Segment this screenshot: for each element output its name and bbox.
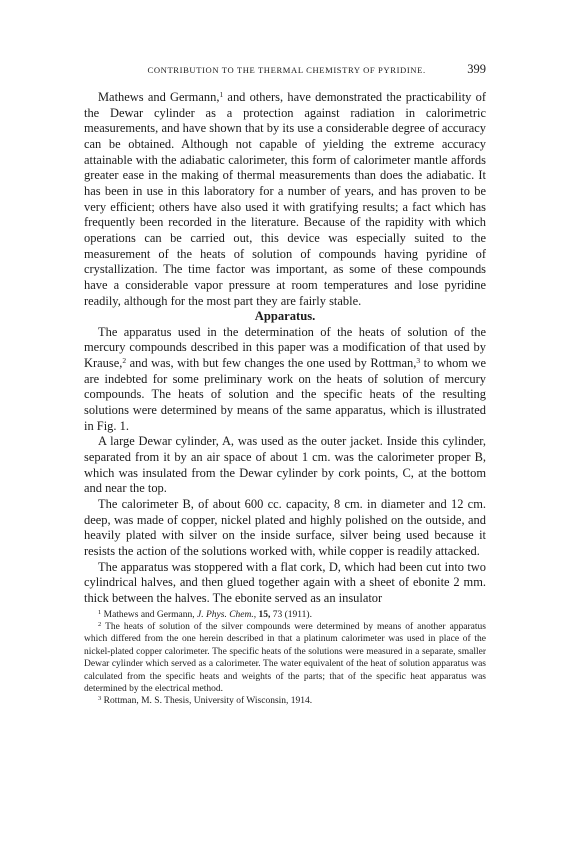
footnote-mark: 3 [98,695,102,703]
paragraph-apparatus-intro [84,325,486,435]
paragraph-text: The apparatus used in the determination of the heats of solution of the mercury compounds described in this paper was a modification of that used by Krause, [84,324,486,371]
footnote-text: The heats of solution of the silver compounds were determined by means of another apparatus which differed from the one herein described in that a platinum calorimeter was used in place of the nickel-plated copper calorimeter. The specific heats of the solutions were measured in a separate, smaller Dewar cylinder which served as a calorimeter. The water equivalent of the heat of solution apparatus was calculated from the specific heats and weights of the parts; that of the specific heat apparatus was determined by the electrical method. [84,622,486,695]
footnotes [84,609,486,708]
volume-number: 15, [256,609,271,620]
footnote-2 [84,621,486,695]
paragraph-text: to whom we are indebted for some preliminary work on the heats of solution of mercury compounds. The heats of solution and the specific heats of the resulting solutions were determined by means of the same apparatus, which is illustrated in Fig. 1. [84,356,487,433]
paragraph-cork-stopper: The apparatus was stoppered with a flat cork, D, which had been cut into two cylindrical halves, and then glued together again with a sheet of ebonite 2 mm. thick between the halves. The ebonite served as an insulator [84,559,486,605]
footnote-mark: 1 [98,608,102,616]
running-title: CONTRIBUTION TO THE THERMAL CHEMISTRY OF PYRIDINE. [147,65,426,75]
page-number: 399 [467,62,486,76]
paragraph-calorimeter: The calorimeter B, of about 600 cc. capacity, 8 cm. in diameter and 12 cm. deep, was made of copper, nickel plated and highly polished on the outside, and heavily plated with silver on the inside surface, silver being used because it resists the action of the solutions worked with, while copper is readily attacked. [84,497,486,558]
running-head [84,62,486,82]
footnote-reference-3: 3 [416,356,421,366]
paragraph-text: Mathews and Germann, [98,90,220,104]
footnote-text: Mathews and Germann, [101,609,198,620]
footnote-text: 73 (1911). [270,609,312,620]
paragraph-dewar-cylinder [84,90,486,309]
footnote-mark: 2 [98,621,102,628]
footnote-3 [84,695,486,707]
footnote-1 [84,609,486,621]
paragraph-text: and was, with but few changes the one used by Rottman, [126,356,417,371]
footnote-text: Rottman, M. S. Thesis, University of Wisconsin, 1914. [101,696,313,707]
body-text [84,90,486,607]
footnote-reference-2: 2 [122,356,127,366]
page [84,62,486,708]
paragraph-dewar-jacket: A large Dewar cylinder, A, was used as the outer jacket. Inside this cylinder, separated from it by an air space of about 1 cm. was the calorimeter proper B, which was insulated from the Dewar cylinder by cork points, C, at the bottom and near the top. [84,434,486,496]
paragraph-text: and others, have demonstrated the practicability of the Dewar cylinder as a protection against radiation in calorimetric measurements, and have shown that by its use a considerable degree of accuracy can be obtained. Although not capable of yielding the extreme accuracy attainable with the adiabatic calorimeter, this form of calorimeter mantle affords greater ease in the making of thermal measurements than does the adiabatic. It has been in use in this laboratory for a number of years, and has proven to be very efficient; others have also used it with gratifying results; a fact which has frequently been recorded in the literature. Because of the rapidity with which operations can be carried out, this device was especially suited to the measurement of the heats of solution of compounds having pyridine of crystallization. The time factor was important, as some of these compounds have a considerable vapor pressure at room temperatures and lose pyridine readily, although for the most part they are fairly stable. [84,90,486,308]
journal-title: J. Phys. Chem., [197,609,257,620]
footnote-reference-1: 1 [219,90,224,99]
section-heading-apparatus: Apparatus. [254,309,316,324]
